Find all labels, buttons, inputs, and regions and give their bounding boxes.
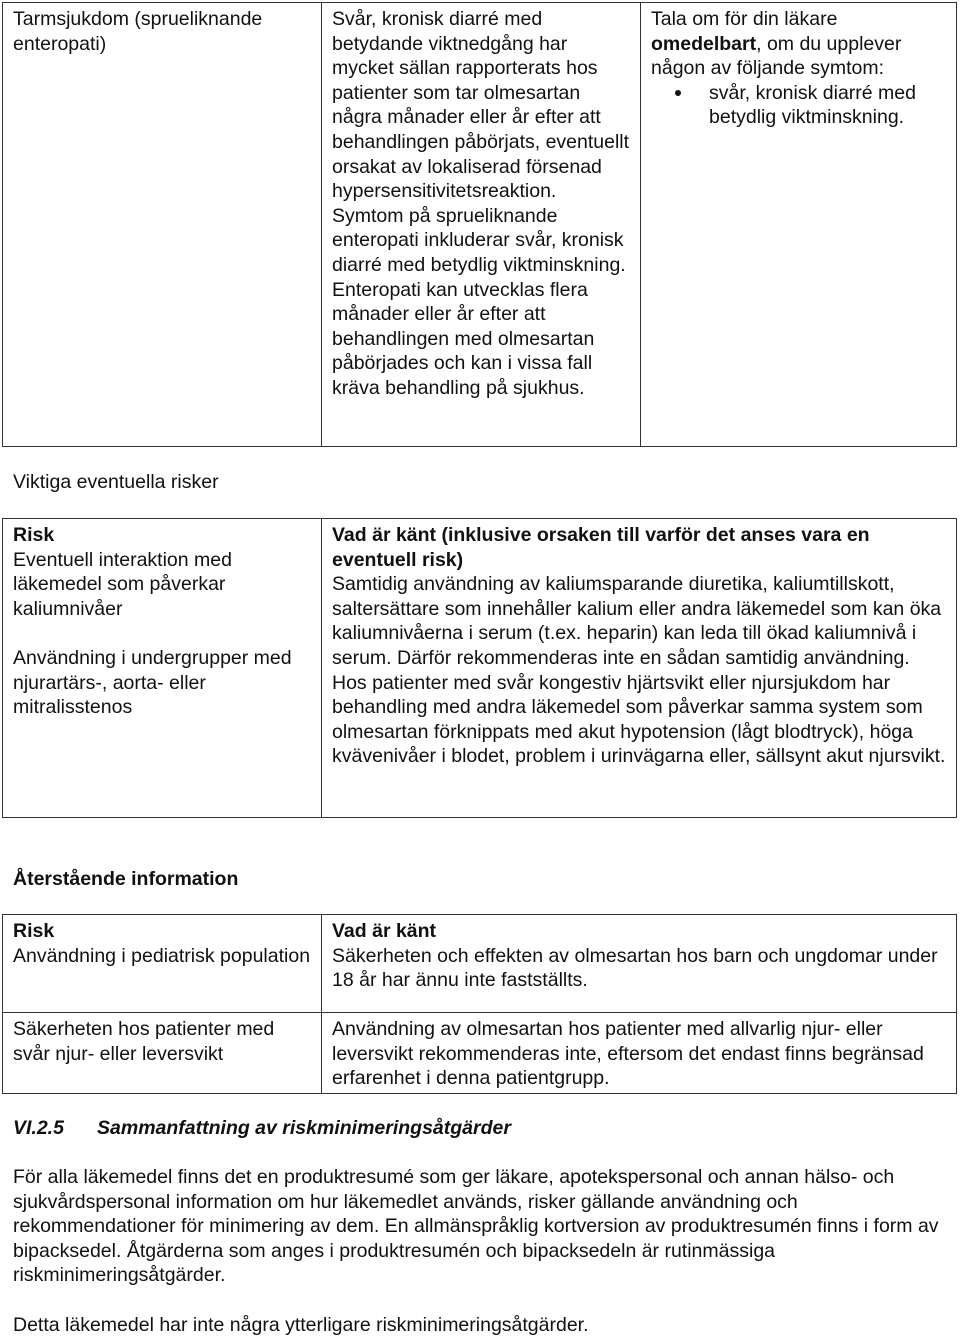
subsection-title: Sammanfattning av riskminimeringsåtgärder <box>97 1117 511 1139</box>
risk-item: Användning i pediatrisk population <box>13 944 311 967</box>
summary-paragraph: För alla läkemedel finns det en produktresumé som ger läkare, apotekspersonal och annan hälso- och sjukvårdspersonal information om hur läkemedlet används, risker gällande användning och rekommendationer för minimering av dem. En allmänspråklig kortversion av produktresumén finns i form av bipacksedel. Åtgärderna som anges i produktresumén och bipacksedeln är rutinmässiga riskminimeringsåtgärder. <box>13 1166 939 1287</box>
risk-table-continued <box>2 2 957 447</box>
known-item: Hos patienter med svår kongestiv hjärtsvikt eller njursjukdom har behandling med andra läkemedel som påverkar samma system som olmesartan förknippats med akut hypotension (lågt blodtryck), höga kvävenivåer i blodet, problem i urinvägarna eller, sällsynt akut njursvikt. <box>332 671 946 768</box>
risk-column-header: Risk <box>13 524 55 546</box>
symptom-list <box>651 81 946 130</box>
known-column <box>322 519 957 818</box>
risk-cell <box>3 3 322 447</box>
known-item: Säkerheten och effekten av olmesartan hos barn och ungdomar under 18 år har ännu inte fastställts. <box>332 944 938 992</box>
subsection-number: VI.2.5 <box>13 1117 64 1139</box>
risk-column-header: Risk <box>13 920 55 942</box>
section-heading-potential-risks: Viktiga eventuella risker <box>13 471 219 493</box>
known-item: Samtidig användning av kaliumsparande diuretika, kaliumtillskott, saltersättare som innehåller kalium eller andra läkemedel som kan öka kaliumnivåerna i serum (t.ex. heparin) kan leda till ökad kaliumnivå i serum. Därför rekommenderas inte en sådan samtidig användning. <box>332 573 942 669</box>
prevention-cell <box>641 3 957 447</box>
additional-measures-paragraph: Detta läkemedel har inte några ytterligare riskminimeringsåtgärder. <box>13 1314 589 1336</box>
known-cell <box>322 1013 957 1094</box>
potential-risks-table <box>2 518 957 818</box>
risk-cell <box>3 915 322 1013</box>
known-item: Användning av olmesartan hos patienter med allvarlig njur- eller leversvikt rekommenderas inte, eftersom det endast finns begränsad erfarenhet i denna patientgrupp. <box>332 1018 924 1090</box>
prevention-text-bold: omedelbart <box>651 32 757 55</box>
section-heading-remaining-information: Återstående information <box>13 868 239 890</box>
risk-cell <box>3 1013 322 1094</box>
risk-item: Eventuell interaktion med läkemedel som påverkar kaliumnivåer <box>13 548 232 620</box>
risk-item: Säkerheten hos patienter med svår njur- eller leversvikt <box>13 1018 275 1065</box>
known-cell <box>322 915 957 1013</box>
symptom-list-item: svår, kronisk diarré med betydlig viktminskning. <box>709 81 946 130</box>
known-cell <box>322 3 641 447</box>
known-column-header: Vad är känt (inklusive orsaken till varför det anses vara en eventuell risk) <box>332 524 870 571</box>
prevention-text-pre: Tala om för din läkare <box>651 8 838 30</box>
risk-item: Användning i undergrupper med njurartärs-, aorta- eller mitralisstenos <box>13 646 292 719</box>
known-column-header: Vad är känt <box>332 920 437 942</box>
prevention-text-post: , om du upplever någon av följande symtom: <box>651 32 902 80</box>
remaining-information-table <box>2 914 957 1094</box>
risk-name: Tarmsjukdom (sprueliknande enteropati) <box>13 8 263 55</box>
risk-column <box>3 519 322 818</box>
risk-description: Svår, kronisk diarré med betydande viktnedgång har mycket sällan rapporterats hos patienter som tar olmesartan några månader eller år efter att behandlingen påbörjats, eventuellt orsakat av lokaliserad försenad hypersensitivitetsreaktion. Symtom på sprueliknande enteropati inkluderar svår, kronisk diarré med betydlig viktminskning. Enteropati kan utvecklas flera månader eller år efter att behandlingen med olmesartan påbörjades och kan i vissa fall kräva behandling på sjukhus. <box>332 8 630 399</box>
subsection-heading <box>13 1116 511 1141</box>
